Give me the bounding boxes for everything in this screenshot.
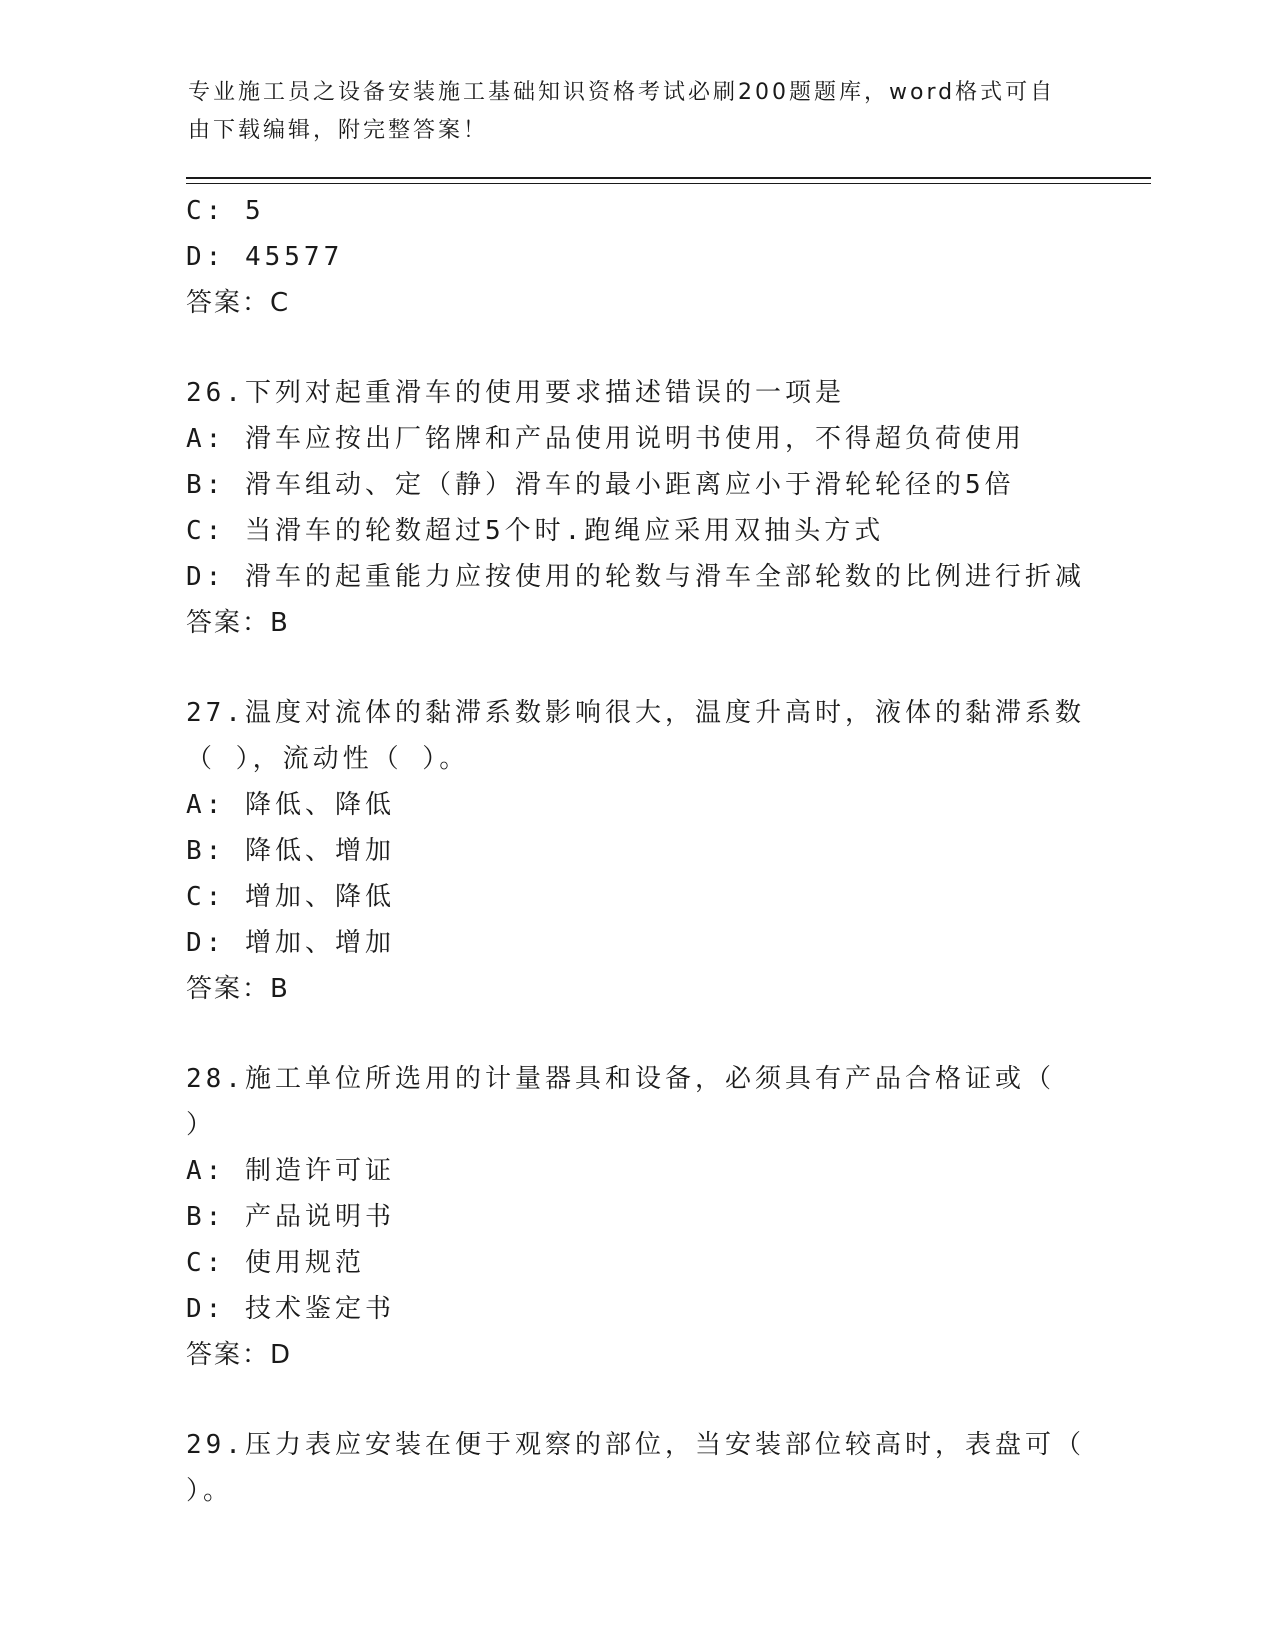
spacer bbox=[186, 326, 1086, 370]
question-27 bbox=[186, 690, 1086, 1012]
answer-line: 答案：B bbox=[186, 608, 290, 638]
option-a: A: 降低、降低 bbox=[186, 790, 395, 820]
option-a: A: 制造许可证 bbox=[186, 1156, 395, 1186]
spacer bbox=[186, 1378, 1086, 1422]
spacer bbox=[186, 1012, 1086, 1056]
question-29 bbox=[186, 1422, 1086, 1514]
option-d: D: 45577 bbox=[186, 242, 344, 272]
answer-line: 答案：D bbox=[186, 1340, 293, 1370]
option-d: D: 滑车的起重能力应按使用的轮数与滑车全部轮数的比例进行折减 bbox=[186, 562, 1085, 592]
answer-line: 答案：B bbox=[186, 974, 290, 1004]
question-26 bbox=[186, 370, 1086, 646]
option-d: D: 技术鉴定书 bbox=[186, 1294, 395, 1324]
answer-line: 答案：C bbox=[186, 288, 291, 318]
option-c: C: 当滑车的轮数超过5个时.跑绳应采用双抽头方式 bbox=[186, 516, 885, 546]
option-c: C: 增加、降低 bbox=[186, 882, 395, 912]
option-c: C: 使用规范 bbox=[186, 1248, 365, 1278]
option-d: D: 增加、增加 bbox=[186, 928, 395, 958]
option-b: B: 降低、增加 bbox=[186, 836, 395, 866]
question-text: 29.压力表应安装在便于观察的部位，当安装部位较高时，表盘可（ ）。 bbox=[186, 1430, 1085, 1506]
spacer bbox=[186, 646, 1086, 690]
question-28 bbox=[186, 1056, 1086, 1378]
header-divider-thick bbox=[186, 177, 1151, 179]
document-body bbox=[186, 188, 1086, 1514]
question-text: 26.下列对起重滑车的使用要求描述错误的一项是 bbox=[186, 378, 845, 408]
question-text: 27.温度对流体的黏滞系数影响很大，温度升高时，液体的黏滞系数（ ），流动性（ ）。 bbox=[186, 698, 1085, 774]
option-a: A: 滑车应按出厂铭牌和产品使用说明书使用，不得超负荷使用 bbox=[186, 424, 1025, 454]
question-text: 28.施工单位所选用的计量器具和设备，必须具有产品合格证或（ ） bbox=[186, 1064, 1055, 1140]
document-header-title: 专业施工员之设备安装施工基础知识资格考试必刷200题题库，word格式可自由下载编辑，附完整答案！ bbox=[188, 80, 1056, 143]
option-b: B: 产品说明书 bbox=[186, 1202, 395, 1232]
question-fragment bbox=[186, 188, 1086, 326]
option-b: B: 滑车组动、定（静）滑车的最小距离应小于滑轮轮径的5倍 bbox=[186, 470, 1015, 500]
option-c: C: 5 bbox=[186, 196, 265, 226]
header-divider-thin bbox=[186, 183, 1151, 184]
